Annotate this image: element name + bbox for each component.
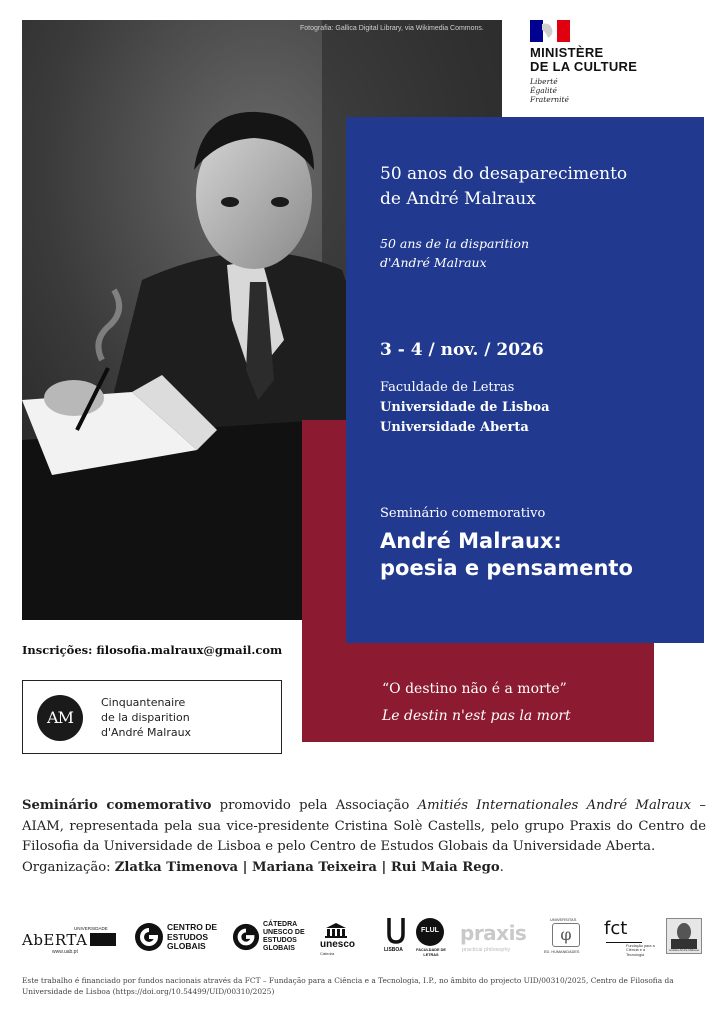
event-title-pt: 50 anos do desaparecimento de André Malraux bbox=[380, 164, 628, 209]
praxis-logo: praxis practical philosophy bbox=[460, 921, 527, 953]
unesco-logo: unesco Cátedra bbox=[320, 916, 370, 958]
phi-emblem-icon: φ bbox=[552, 923, 580, 947]
ulisboa-logo: LISBOA bbox=[384, 916, 410, 958]
fct-logo: fct Fundação para a Ciência e a Tecnologia bbox=[604, 918, 655, 957]
universitas-logo: UNIVERSITAS φ ED. HUMANIDADES bbox=[544, 917, 580, 954]
catedra-g-icon bbox=[232, 922, 260, 952]
ceg-g-icon bbox=[134, 922, 164, 952]
flul-logo: FLUL FACULDADE DE LETRAS bbox=[414, 916, 450, 958]
catedra-unesco-logo: CÁTEDRA UNESCO DE ESTUDOS GLOBAIS bbox=[232, 916, 312, 958]
ministry-name: MINISTÈRE DE LA CULTURE bbox=[530, 45, 638, 74]
photo-credit: Fotografia: Gallica Digital Library, via Wikimedia Commons. bbox=[300, 25, 484, 32]
funding-footer: Este trabalho é financiado por fundos nacionais através da FCT – Fundação para a Ciência e a Tecnologia, I.P., no âmbito do projecto UID/00310/2025, Centro de Filosofia da Universidade de Lisboa (https://doi.org/10.54499/UID/00310/2025) bbox=[22, 976, 674, 996]
registration-email: Inscrições: filosofia.malraux@gmail.com bbox=[22, 643, 283, 657]
aberta-bar-icon bbox=[90, 933, 116, 946]
event-venue: Faculdade de Letras Universidade de Lisboa Universidade Aberta bbox=[380, 380, 550, 435]
seminar-title: André Malraux: poesia e pensamento bbox=[380, 529, 633, 580]
event-title-fr: 50 ans de la disparition d'André Malraux bbox=[380, 236, 530, 270]
ulisboa-u-icon bbox=[387, 918, 405, 944]
cinquantenaire-logo bbox=[22, 680, 282, 754]
marianne-flag-icon bbox=[530, 20, 570, 42]
event-date: 3 - 4 / nov. / 2026 bbox=[380, 340, 544, 360]
description-paragraph: Seminário comemorativo promovido pela Associação Amitiés Internationales André Malraux – AIAM, representada pela sua vice-presidente Cristina Solè Castells, pelo grupo Praxis do Centro de Filosofia da Universidade de Lisboa e pelo Centro de Estudos Globais da Universidade Aberta. Organização: Zlatka Timenova | Mariana Teixeira | Rui Maia Rego. bbox=[22, 798, 706, 875]
centro-estudos-globais-logo: CENTRO DE ESTUDOS GLOBAIS bbox=[134, 916, 226, 958]
ministry-culture-logo bbox=[530, 20, 710, 110]
universidade-aberta-logo: UNIVERSIDADE AbERTA www.uab.pt bbox=[22, 916, 122, 958]
malraux-portrait-icon: Amitiés André Malraux bbox=[666, 918, 702, 954]
quote-fr: Le destin n'est pas la mort bbox=[382, 708, 571, 724]
am-monogram-icon: AM bbox=[37, 695, 83, 741]
quote-pt: “O destino não é a morte” bbox=[382, 681, 567, 697]
unesco-temple-icon bbox=[324, 922, 348, 938]
cinquantenaire-text: Cinquantenaire de la disparition d'André Malraux bbox=[101, 696, 192, 739]
ministry-motto: Liberté Égalité Fraternité bbox=[530, 77, 569, 104]
seminar-label: Seminário comemorativo bbox=[380, 506, 546, 521]
amitie-malraux-logo bbox=[664, 916, 704, 958]
